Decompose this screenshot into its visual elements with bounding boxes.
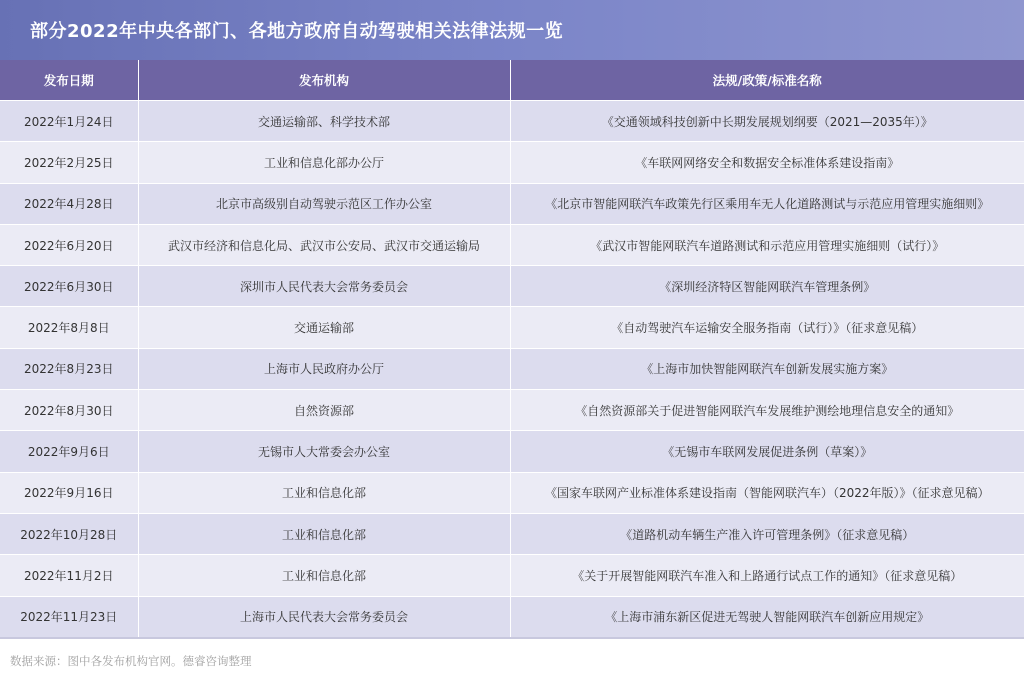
cell-name: 《无锡市车联网发展促进条例（草案）》: [510, 431, 1024, 472]
cell-date: 2022年8月30日: [0, 390, 138, 431]
cell-name: 《道路机动车辆生产准入许可管理条例》（征求意见稿）: [510, 513, 1024, 554]
header-date: 发布日期: [0, 60, 138, 101]
table-row: [0, 266, 1024, 307]
table-row: [0, 183, 1024, 224]
cell-name: 《上海市浦东新区促进无驾驶人智能网联汽车创新应用规定》: [510, 596, 1024, 638]
cell-name: 《自动驾驶汽车运输安全服务指南（试行）》（征求意见稿）: [510, 307, 1024, 348]
table-row: [0, 348, 1024, 389]
header-name: 法规/政策/标准名称: [510, 60, 1024, 101]
table-row: [0, 555, 1024, 596]
table-row: [0, 307, 1024, 348]
cell-date: 2022年9月6日: [0, 431, 138, 472]
table-row: [0, 596, 1024, 638]
table-row: [0, 142, 1024, 183]
cell-date: 2022年11月23日: [0, 596, 138, 638]
cell-org: 上海市人民政府办公厅: [138, 348, 510, 389]
cell-date: 2022年4月28日: [0, 183, 138, 224]
cell-date: 2022年8月8日: [0, 307, 138, 348]
cell-org: 交通运输部、科学技术部: [138, 101, 510, 142]
cell-org: 上海市人民代表大会常务委员会: [138, 596, 510, 638]
table-row: [0, 390, 1024, 431]
cell-date: 2022年6月20日: [0, 224, 138, 265]
header-org: 发布机构: [138, 60, 510, 101]
cell-org: 工业和信息化部: [138, 472, 510, 513]
cell-name: 《国家车联网产业标准体系建设指南（智能网联汽车）（2022年版）》（征求意见稿）: [510, 472, 1024, 513]
cell-date: 2022年6月30日: [0, 266, 138, 307]
cell-name: 《关于开展智能网联汽车准入和上路通行试点工作的通知》（征求意见稿）: [510, 555, 1024, 596]
cell-name: 《上海市加快智能网联汽车创新发展实施方案》: [510, 348, 1024, 389]
cell-name: 《自然资源部关于促进智能网联汽车发展维护测绘地理信息安全的通知》: [510, 390, 1024, 431]
cell-date: 2022年8月23日: [0, 348, 138, 389]
cell-name: 《武汉市智能网联汽车道路测试和示范应用管理实施细则（试行）》: [510, 224, 1024, 265]
cell-org: 无锡市人大常委会办公室: [138, 431, 510, 472]
cell-name: 《交通领域科技创新中长期发展规划纲要（2021—2035年）》: [510, 101, 1024, 142]
cell-org: 交通运输部: [138, 307, 510, 348]
cell-org: 自然资源部: [138, 390, 510, 431]
cell-org: 深圳市人民代表大会常务委员会: [138, 266, 510, 307]
source-note: 数据来源：图中各发布机构官网。德睿咨询整理: [10, 654, 252, 668]
table-row: [0, 513, 1024, 554]
cell-date: 2022年1月24日: [0, 101, 138, 142]
cell-org: 工业和信息化部: [138, 513, 510, 554]
cell-org: 工业和信息化部办公厅: [138, 142, 510, 183]
cell-name: 《深圳经济特区智能网联汽车管理条例》: [510, 266, 1024, 307]
cell-name: 《车联网网络安全和数据安全标准体系建设指南》: [510, 142, 1024, 183]
table-row: [0, 101, 1024, 142]
cell-date: 2022年2月25日: [0, 142, 138, 183]
cell-date: 2022年9月16日: [0, 472, 138, 513]
regulations-table: [0, 60, 1024, 639]
cell-name: 《北京市智能网联汽车政策先行区乘用车无人化道路测试与示范应用管理实施细则》: [510, 183, 1024, 224]
table-row: [0, 472, 1024, 513]
cell-org: 武汉市经济和信息化局、武汉市公安局、武汉市交通运输局: [138, 224, 510, 265]
page-title: 部分2022年中央各部门、各地方政府自动驾驶相关法律法规一览: [30, 21, 564, 42]
cell-date: 2022年10月28日: [0, 513, 138, 554]
cell-org: 北京市高级别自动驾驶示范区工作办公室: [138, 183, 510, 224]
cell-date: 2022年11月2日: [0, 555, 138, 596]
cell-org: 工业和信息化部: [138, 555, 510, 596]
title-bar: [0, 0, 1024, 60]
table-header-row: [0, 60, 1024, 101]
table-row: [0, 431, 1024, 472]
table-row: [0, 224, 1024, 265]
